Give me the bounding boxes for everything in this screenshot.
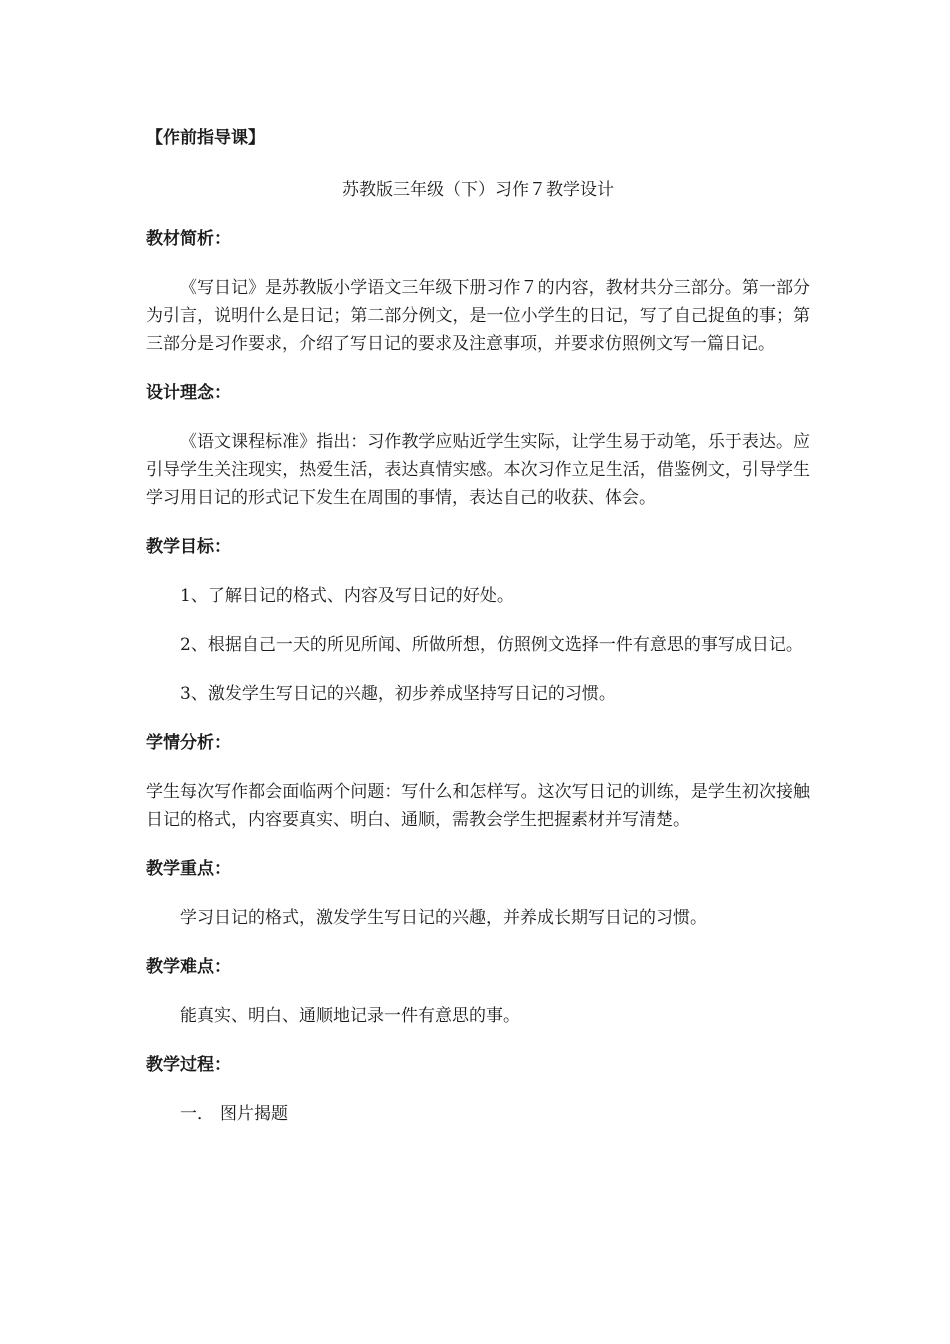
paragraph-key-point: 学习日记的格式，激发学生写日记的兴趣，并养成长期写日记的习惯。 (180, 908, 707, 928)
process-step-label: 图片揭题 (220, 1104, 288, 1124)
document-title: 苏教版三年级（下）习作７教学设计 (342, 180, 614, 200)
process-step-1 (146, 1100, 810, 1128)
goal-item: 1、了解日记的格式、内容及写日记的好处。 (180, 586, 514, 606)
heading-material: 教材简析： (146, 229, 231, 249)
heading-goals: 教学目标： (146, 537, 231, 557)
heading-learner: 学情分析： (146, 733, 231, 753)
paragraph-difficulty: 能真实、明白、通顺地记录一件有意思的事。 (180, 1006, 520, 1026)
goal-item: 3、激发学生写日记的兴趣，初步养成坚持写日记的习惯。 (180, 684, 616, 704)
process-step-number: 一． (180, 1104, 214, 1124)
heading-difficulty: 教学难点： (146, 957, 231, 977)
paragraph-concept: 《语文课程标准》指出：习作教学应贴近学生实际，让学生易于动笔，乐于表达。应引导学生关注现实，热爱生活，表达真情实感。本次习作立足生活，借鉴例文，引导学生学习用日记的形式记下发生在周围的事情，表达自己的收获、体会。 (146, 432, 810, 508)
paragraph-learner: 学生每次写作都会面临两个问题：写什么和怎样写。这次写日记的训练，是学生初次接触日记的格式，内容要真实、明白、通顺，需教会学生把握素材并写清楚。 (146, 782, 810, 830)
course-tag: 【作前指导课】 (146, 128, 265, 148)
paragraph-material: 《写日记》是苏教版小学语文三年级下册习作７的内容，教材共分三部分。第一部分为引言，说明什么是日记；第二部分例文，是一位小学生的日记，写了自己捉鱼的事；第三部分是习作要求，介绍了写日记的要求及注意事项，并要求仿照例文写一篇日记。 (146, 278, 810, 354)
heading-concept: 设计理念： (146, 383, 231, 403)
heading-process: 教学过程： (146, 1055, 231, 1075)
heading-key-point: 教学重点： (146, 859, 231, 879)
document-content (146, 124, 810, 1128)
goal-item: 2、根据自己一天的所见所闻、所做所想，仿照例文选择一件有意思的事写成日记。 (180, 635, 803, 655)
